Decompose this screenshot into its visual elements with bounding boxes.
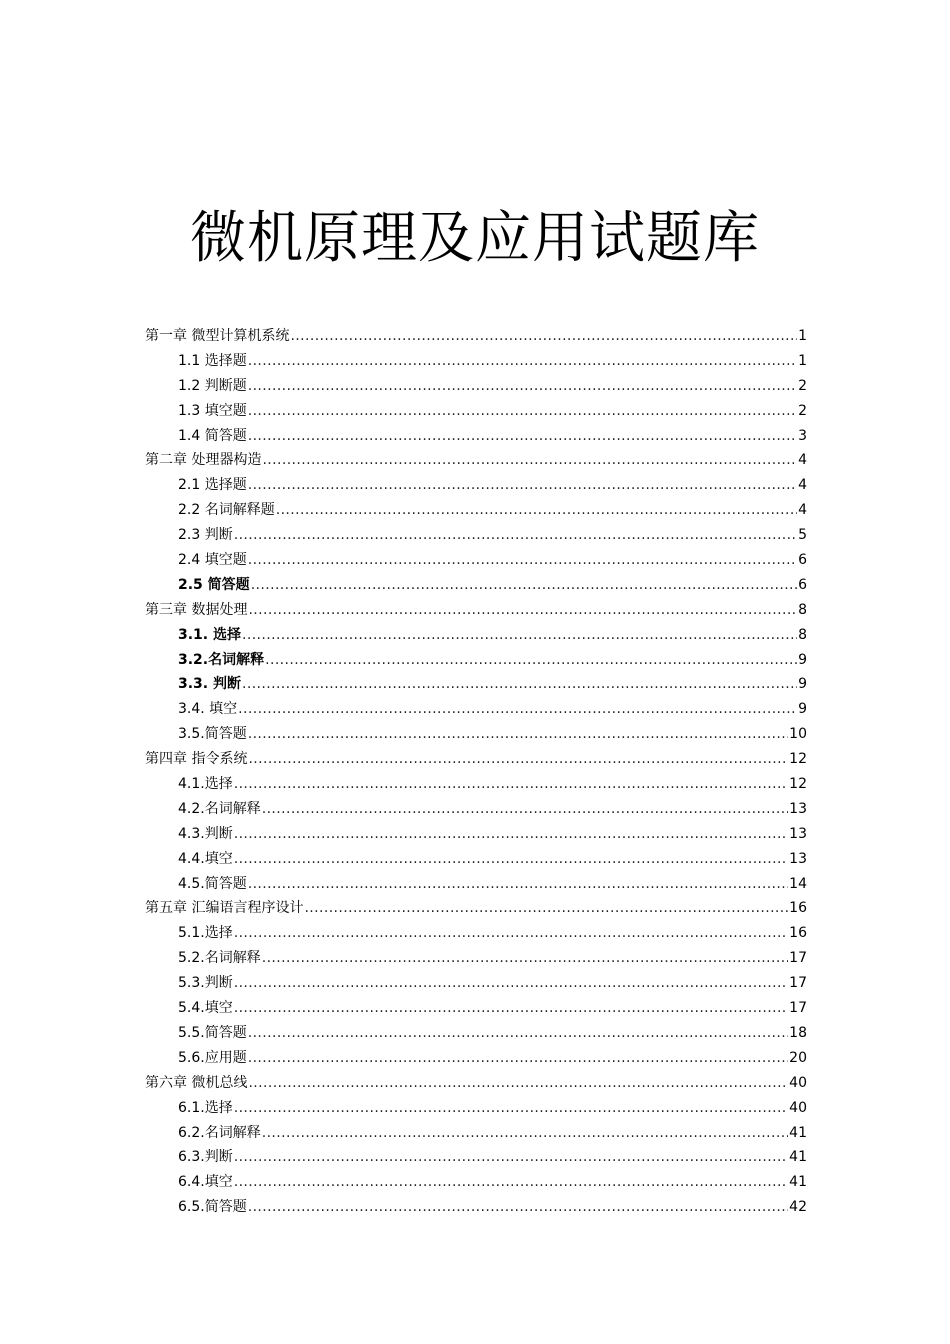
toc-entry-label: 5.3.判断: [178, 975, 233, 992]
toc-dot-leader: [234, 1170, 788, 1195]
toc-page-number: 12: [789, 751, 807, 768]
toc-dot-leader: [248, 747, 788, 772]
toc-entry-label: 1.3 填空题: [178, 402, 247, 419]
table-of-contents: [145, 324, 807, 1220]
toc-dot-leader: [262, 448, 797, 473]
toc-page-number: 16: [789, 925, 807, 942]
toc-entry-section[interactable]: [145, 623, 807, 648]
toc-entry-section[interactable]: [145, 374, 807, 399]
toc-dot-leader: [248, 872, 788, 897]
toc-page-number: 40: [789, 1099, 807, 1116]
toc-entry-section[interactable]: [145, 772, 807, 797]
toc-entry-label: 3.5.简答题: [178, 726, 247, 743]
toc-entry-section[interactable]: [145, 822, 807, 847]
toc-page-number: 20: [789, 1049, 807, 1066]
toc-dot-leader: [238, 697, 797, 722]
toc-entry-label: 3.4. 填空: [178, 701, 238, 718]
toc-entry-label: 2.5 简答题: [178, 576, 250, 593]
toc-dot-leader: [234, 822, 788, 847]
toc-entry-label: 4.3.判断: [178, 825, 233, 842]
toc-dot-leader: [262, 1121, 788, 1146]
toc-entry-chapter[interactable]: [145, 598, 807, 623]
toc-page-number: 1: [798, 328, 807, 344]
toc-page-number: 17: [789, 1000, 807, 1017]
toc-entry-label: 4.4.填空: [178, 850, 233, 867]
toc-entry-label: 4.2.名词解释: [178, 800, 261, 817]
toc-entry-section[interactable]: [145, 847, 807, 872]
toc-dot-leader: [242, 672, 797, 697]
toc-entry-label: 1.2 判断题: [178, 377, 247, 394]
toc-dot-leader: [265, 648, 797, 673]
toc-entry-label: 5.6.应用题: [178, 1049, 247, 1066]
toc-entry-label: 第一章 微型计算机系统: [145, 328, 290, 344]
toc-entry-label: 3.3. 判断: [178, 676, 241, 693]
toc-page-number: 10: [789, 726, 807, 743]
toc-entry-section[interactable]: [145, 1121, 807, 1146]
toc-dot-leader: [234, 996, 788, 1021]
toc-entry-section[interactable]: [145, 672, 807, 697]
toc-page-number: 9: [798, 676, 807, 693]
toc-entry-label: 2.4 填空题: [178, 552, 247, 569]
toc-entry-section[interactable]: [145, 1195, 807, 1220]
toc-entry-label: 6.3.判断: [178, 1149, 233, 1166]
toc-entry-label: 6.1.选择: [178, 1099, 233, 1116]
toc-entry-label: 4.5.简答题: [178, 875, 247, 892]
toc-dot-leader: [262, 797, 788, 822]
toc-entry-section[interactable]: [145, 399, 807, 424]
toc-page-number: 4: [798, 477, 807, 494]
toc-dot-leader: [276, 498, 797, 523]
toc-entry-chapter[interactable]: [145, 448, 807, 473]
toc-entry-label: 2.2 名词解释题: [178, 502, 275, 519]
toc-entry-label: 1.1 选择题: [178, 352, 247, 369]
toc-entry-section[interactable]: [145, 872, 807, 897]
toc-entry-label: 6.2.名词解释: [178, 1124, 261, 1141]
toc-entry-section[interactable]: [145, 498, 807, 523]
toc-dot-leader: [248, 548, 797, 573]
toc-page-number: 5: [798, 527, 807, 544]
toc-dot-leader: [248, 473, 797, 498]
toc-entry-label: 第三章 数据处理: [145, 601, 248, 618]
toc-page-number: 40: [789, 1074, 807, 1091]
toc-page-number: 2: [798, 377, 807, 394]
toc-page-number: 17: [789, 950, 807, 967]
toc-page-number: 9: [798, 701, 807, 718]
toc-entry-chapter[interactable]: [145, 324, 807, 349]
toc-entry-label: 5.5.简答题: [178, 1024, 247, 1041]
toc-dot-leader: [262, 946, 788, 971]
toc-page-number: 4: [798, 502, 807, 519]
toc-entry-chapter[interactable]: [145, 896, 807, 921]
toc-entry-label: 2.3 判断: [178, 527, 233, 544]
toc-entry-label: 3.2.名词解释: [178, 651, 265, 668]
toc-dot-leader: [290, 324, 797, 349]
toc-entry-section[interactable]: [145, 996, 807, 1021]
toc-dot-leader: [248, 1021, 788, 1046]
toc-dot-leader: [248, 1071, 788, 1096]
toc-dot-leader: [304, 896, 788, 921]
toc-dot-leader: [251, 573, 797, 598]
toc-page-number: 2: [798, 402, 807, 419]
toc-entry-chapter[interactable]: [145, 747, 807, 772]
toc-page-number: 42: [789, 1199, 807, 1216]
toc-page-number: 8: [798, 601, 807, 618]
toc-page-number: 12: [789, 776, 807, 793]
toc-entry-label: 3.1. 选择: [178, 626, 241, 643]
toc-page-number: 3: [798, 427, 807, 444]
toc-entry-section[interactable]: [145, 349, 807, 374]
toc-page-number: 17: [789, 975, 807, 992]
toc-entry-section[interactable]: [145, 921, 807, 946]
toc-page-number: 16: [789, 900, 807, 917]
toc-page-number: 41: [789, 1124, 807, 1141]
document-title: 微机原理及应用试题库: [190, 206, 760, 271]
toc-entry-label: 第二章 处理器构造: [145, 452, 262, 469]
toc-dot-leader: [234, 523, 797, 548]
toc-dot-leader: [248, 1046, 788, 1071]
toc-entry-section[interactable]: [145, 1170, 807, 1195]
toc-entry-section[interactable]: [145, 1096, 807, 1121]
toc-entry-label: 第五章 汇编语言程序设计: [145, 900, 304, 917]
toc-dot-leader: [234, 971, 788, 996]
toc-entry-section[interactable]: [145, 1021, 807, 1046]
toc-page-number: 9: [798, 651, 807, 668]
toc-entry-section[interactable]: [145, 946, 807, 971]
toc-dot-leader: [248, 722, 788, 747]
toc-dot-leader: [234, 772, 788, 797]
toc-entry-section[interactable]: [145, 722, 807, 747]
toc-dot-leader: [248, 598, 797, 623]
toc-page-number: 6: [798, 576, 807, 593]
toc-entry-label: 第六章 微机总线: [145, 1074, 248, 1091]
toc-page-number: 1: [798, 352, 807, 369]
toc-dot-leader: [234, 1096, 788, 1121]
toc-entry-section[interactable]: [145, 523, 807, 548]
toc-entry-label: 第四章 指令系统: [145, 751, 248, 768]
toc-entry-label: 5.4.填空: [178, 1000, 233, 1017]
toc-entry-section[interactable]: [145, 548, 807, 573]
toc-dot-leader: [242, 623, 797, 648]
toc-dot-leader: [248, 399, 797, 424]
toc-entry-label: 4.1.选择: [178, 776, 233, 793]
toc-page-number: 6: [798, 552, 807, 569]
toc-entry-label: 5.1.选择: [178, 925, 233, 942]
toc-page-number: 13: [789, 850, 807, 867]
toc-entry-section[interactable]: [145, 697, 807, 722]
toc-entry-section[interactable]: [145, 797, 807, 822]
toc-dot-leader: [248, 374, 797, 399]
toc-entry-label: 6.5.简答题: [178, 1199, 247, 1216]
toc-entry-section[interactable]: [145, 1145, 807, 1170]
toc-entry-label: 6.4.填空: [178, 1174, 233, 1191]
toc-page-number: 41: [789, 1149, 807, 1166]
toc-dot-leader: [234, 1145, 788, 1170]
toc-page-number: 18: [789, 1024, 807, 1041]
toc-dot-leader: [234, 921, 788, 946]
toc-dot-leader: [234, 847, 788, 872]
toc-entry-section[interactable]: [145, 424, 807, 449]
toc-page-number: 41: [789, 1174, 807, 1191]
toc-page-number: 13: [789, 825, 807, 842]
toc-entry-section[interactable]: [145, 971, 807, 996]
toc-entry-chapter[interactable]: [145, 1071, 807, 1096]
toc-page-number: 4: [798, 452, 807, 469]
toc-dot-leader: [248, 349, 797, 374]
toc-entry-section[interactable]: [145, 1046, 807, 1071]
toc-page-number: 8: [798, 626, 807, 643]
toc-page-number: 14: [789, 875, 807, 892]
toc-entry-label: 2.1 选择题: [178, 477, 247, 494]
toc-dot-leader: [248, 1195, 788, 1220]
toc-dot-leader: [248, 424, 797, 449]
toc-page-number: 13: [789, 800, 807, 817]
toc-entry-label: 5.2.名词解释: [178, 950, 261, 967]
toc-entry-section[interactable]: [145, 473, 807, 498]
toc-entry-section[interactable]: [145, 648, 807, 673]
toc-entry-label: 1.4 简答题: [178, 427, 247, 444]
toc-entry-section[interactable]: [145, 573, 807, 598]
